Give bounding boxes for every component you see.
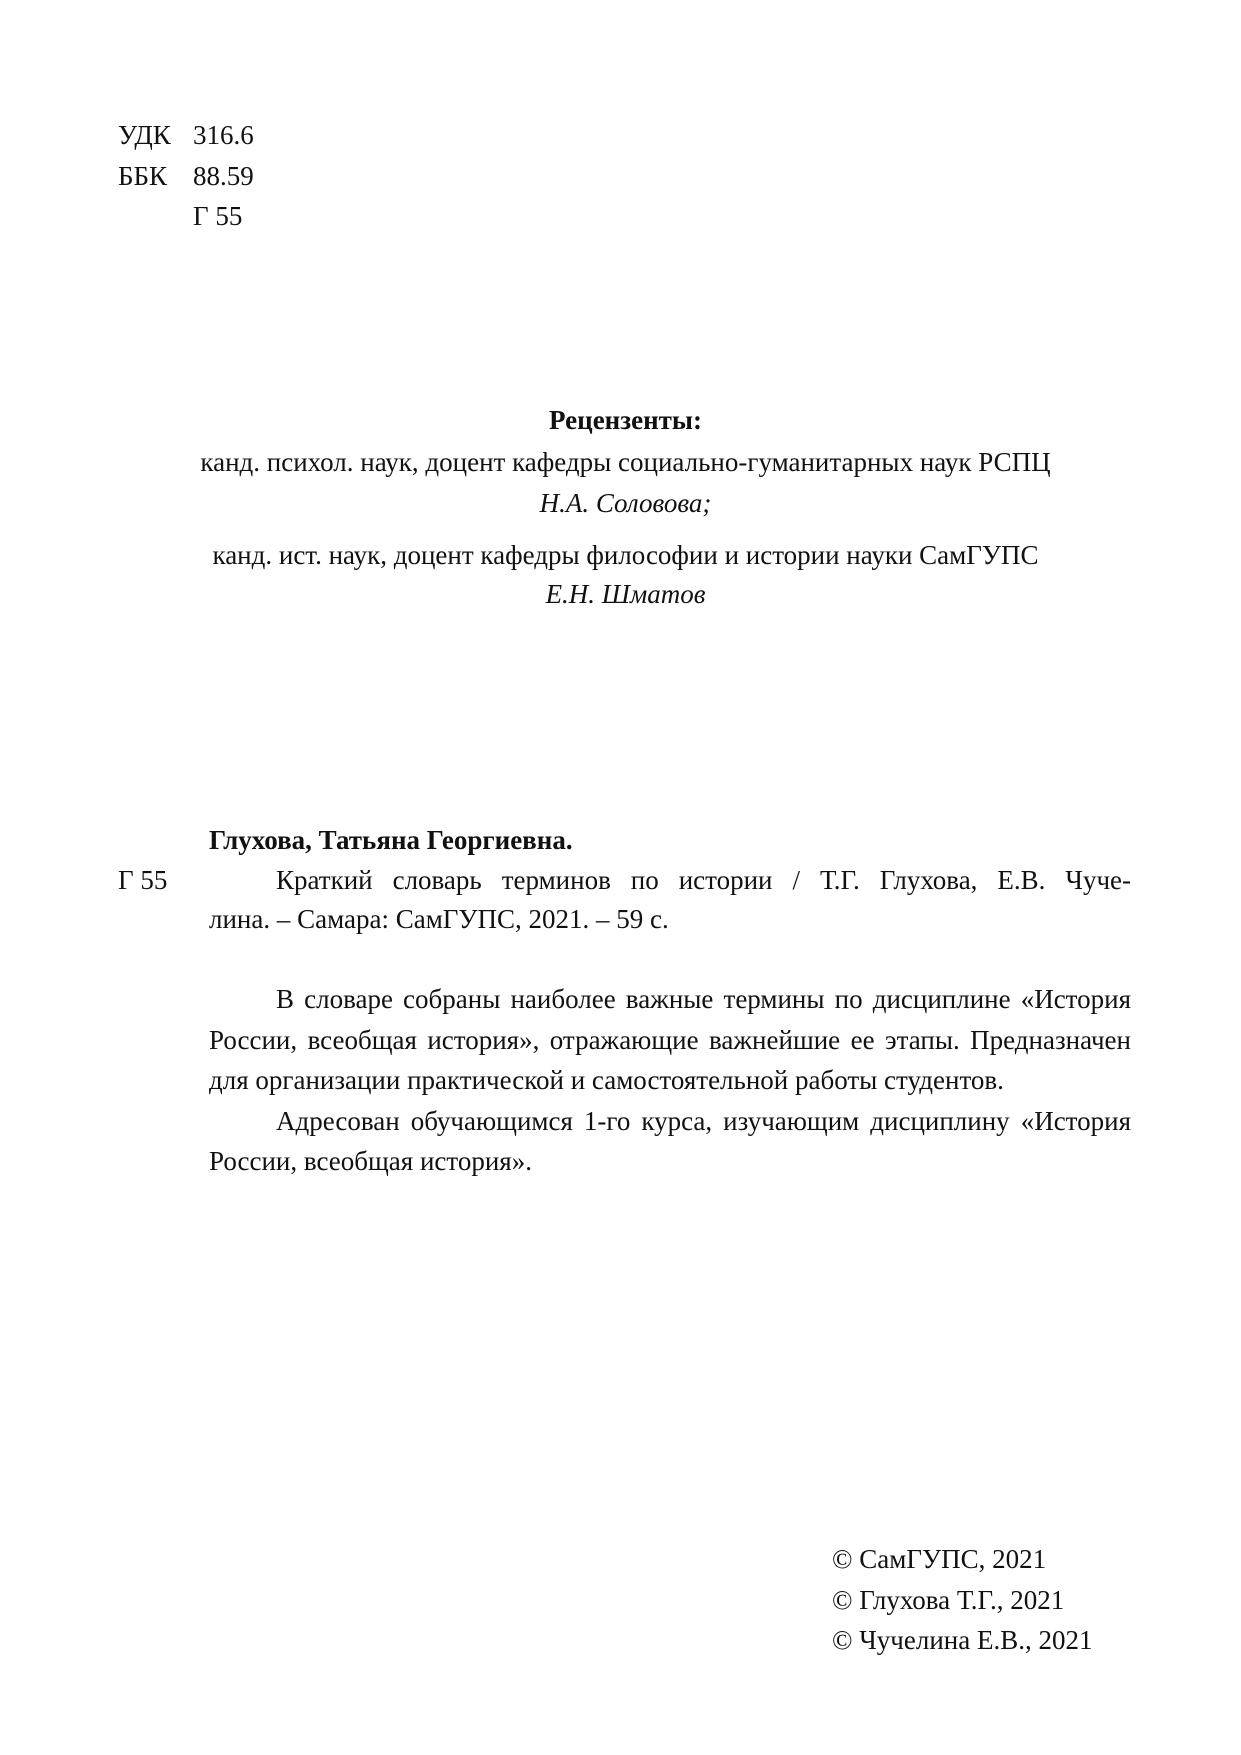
copyright-line: © Чучелина Е.В., 2021 [832, 1625, 1093, 1655]
bbk-value: 88.59 [193, 161, 254, 191]
record-line-1: Краткий словарь терминов по истории / Т.Г. Глухова, Е.В. Чуче- [276, 865, 1131, 895]
copyright-line: © СамГУПС, 2021 [832, 1544, 1047, 1574]
record-line-2: лина. – Самара: СамГУПС, 2021. – 59 с. [209, 904, 669, 934]
author-sign: Г 55 [193, 201, 243, 231]
udk-label: УДК [118, 120, 171, 150]
udk-value: 316.6 [193, 120, 254, 150]
bbk-label: ББК [118, 161, 168, 191]
abstract-paragraph: Адресован обучающимся 1-го курса, изучающим дисциплину «История России, всеобщая история». [209, 1105, 1131, 1177]
reviewers-heading: Рецензенты: [549, 405, 702, 435]
reviewer-2-position: канд. ист. наук, доцент кафедры философии и истории науки СамГУПС [212, 540, 1039, 570]
author-heading: Глухова, Татьяна Георгиевна. [209, 825, 573, 855]
record-code: Г 55 [118, 865, 168, 895]
reviewer-2-name: Е.Н. Шматов [545, 579, 706, 609]
reviewer-1-position: канд. психол. наук, доцент кафедры социально-гуманитарных наук РСПЦ [200, 447, 1051, 477]
reviewer-1-name: Н.А. Соловова; [539, 488, 712, 518]
abstract [209, 979, 1131, 1182]
copyright-line: © Глухова Т.Г., 2021 [832, 1585, 1065, 1615]
abstract-paragraph: В словаре собраны наиболее важные термины по дисциплине «История России, всеобщая история», отражающие важнейшие ее этапы. Предназначен для организации практической и самостоятельной работы студентов. [209, 984, 1131, 1096]
